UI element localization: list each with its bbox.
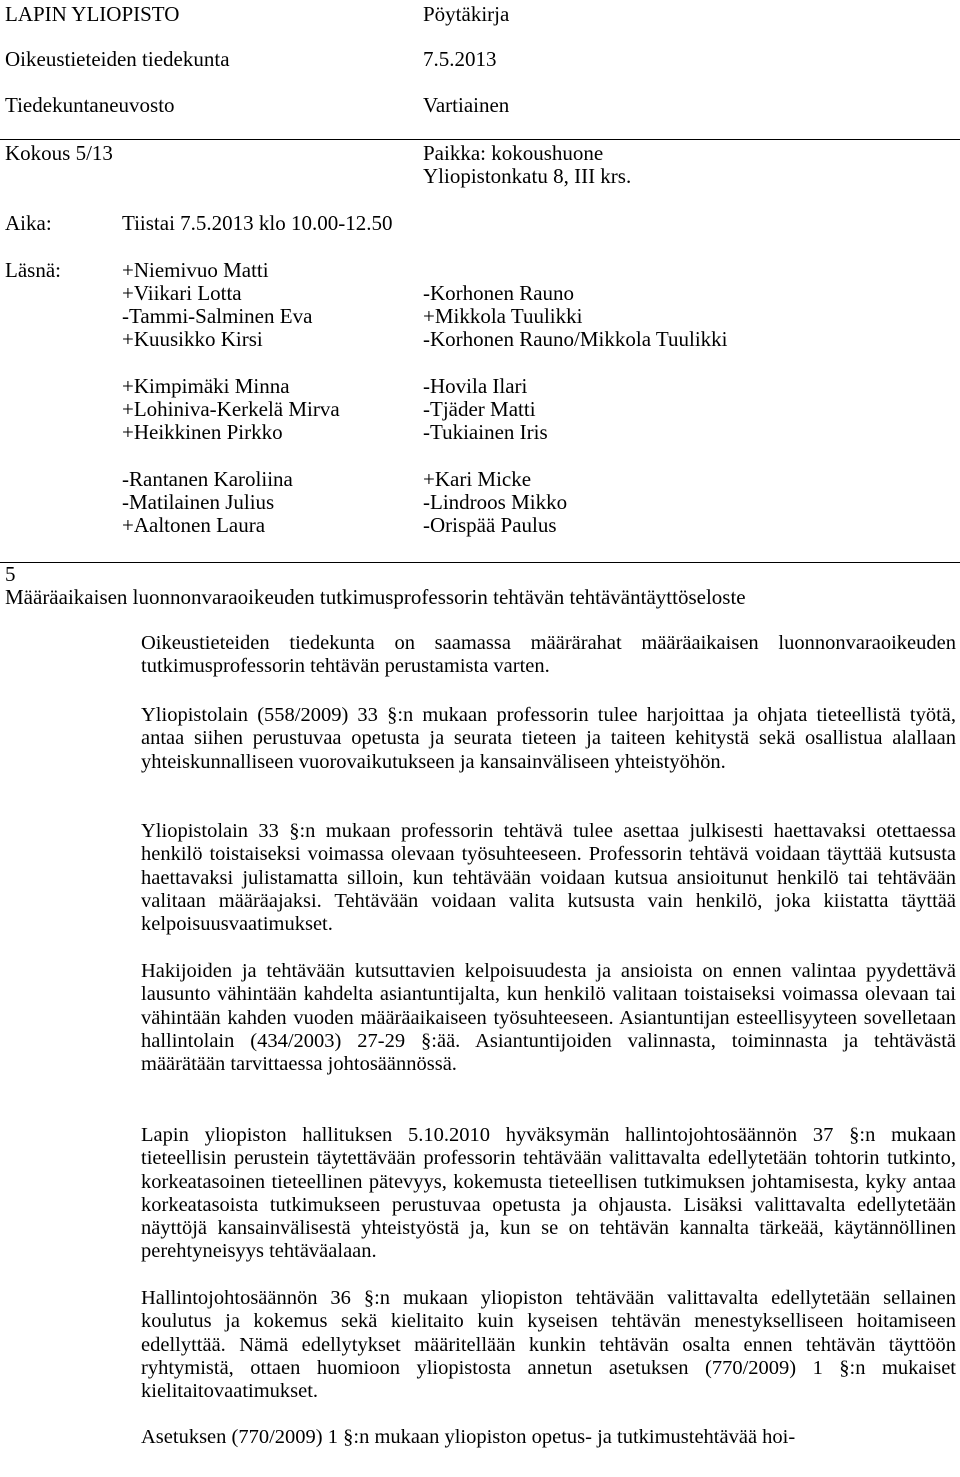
attendee-right: -Tjäder Matti [423, 397, 536, 421]
attendee-right: -Hovila Ilari [423, 374, 528, 398]
body-paragraph: Yliopistolain 33 §:n mukaan professorin tehtävä tulee asettaa julkisesti haettavaksi otettaessa henkilö toistaiseksi voimassa olevaan työsuhteeseen. Professorin tehtävä voidaan täyttää kutsusta haettavaksi julistamatta silloin, kun tehtävään voidaan kutsua ansioitunut henkilö tai tehtävään valitaan määräajaksi. Tehtävään voidaan valita kutsusta vain henkilö, joka kiistatta täyttää kelpoisuusvaatimukset. [141, 820, 956, 936]
place-line-1: Paikka: kokoushuone [423, 141, 604, 165]
section-divider [0, 562, 960, 563]
attendee-left: -Tammi-Salminen Eva [122, 304, 313, 328]
header-divider [0, 139, 960, 140]
attendee-right: -Orispää Paulus [423, 513, 557, 537]
attendee-left: +Niemivuo Matti [122, 258, 269, 282]
attendee-right: -Korhonen Rauno [423, 281, 575, 305]
university-name: LAPIN YLIOPISTO [5, 2, 180, 26]
document-type: Pöytäkirja [423, 2, 510, 26]
attendee-left: +Aaltonen Laura [122, 513, 266, 537]
body-paragraph: Yliopistolain (558/2009) 33 §:n mukaan professorin tulee harjoittaa ja ohjata tieteellistä työtä, antaa siihen perustuvaa opetusta ja seurata tieteen ja taiteen kehitystä sekä osallistua alallaan yhteiskunnalliseen vuorovaikutukseen ja kansainväliseen yhteistyöhön. [141, 704, 956, 773]
attendee-left: -Matilainen Julius [122, 490, 275, 514]
time-value: Tiistai 7.5.2013 klo 10.00-12.50 [122, 211, 393, 235]
attendee-left: +Lohiniva-Kerkelä Mirva [122, 397, 340, 421]
attendee-right: -Korhonen Rauno/Mikkola Tuulikki [423, 327, 728, 351]
attendee-right: -Lindroos Mikko [423, 490, 568, 514]
council-name: Tiedekuntaneuvosto [5, 93, 175, 117]
attendee-right: +Kari Micke [423, 467, 532, 491]
section-title: Määräaikaisen luonnonvaraoikeuden tutkimusprofessorin tehtävän tehtäväntäyttöseloste [5, 585, 746, 609]
body-paragraph: Hakijoiden ja tehtävään kutsuttavien kelpoisuudesta ja ansioista on ennen valintaa pyydettävä lausunto vähintään kahdelta asiantuntijalta, kun henkilö valitaan toistaiseksi voimassa olevaan tai vähintään kahden vuoden määräaikaiseen työsuhteeseen. Asiantuntijan esteellisyyteen sovelletaan hallintolain (434/2003) 27-29 §:ää. Asiantuntijoiden valinnasta, toiminnasta ja tehtävästä määrätään tarvittaessa johtosäännössä. [141, 960, 956, 1076]
body-paragraph: Hallintojohtosäännön 36 §:n mukaan yliopiston tehtävään valittavalta edellytetään sellainen koulutus ja kokemus sekä kielitaito kuin kyseisen tehtävän menestykselliseen hoitamiseen edellyttää. Nämä edellytykset määritellään kunkin tehtävän osalta ennen tehtävän täyttöön ryhtymistä, ottaen huomioon yliopistosta annetun asetuksen (770/2009) 1 §:n mukaiset kielitaitovaatimukset. [141, 1287, 956, 1403]
section-number: 5 [5, 562, 16, 586]
attendee-left: +Heikkinen Pirkko [122, 420, 283, 444]
place-line-2: Yliopistonkatu 8, III krs. [423, 164, 632, 188]
attendee-left: +Kimpimäki Minna [122, 374, 290, 398]
attendee-right: +Mikkola Tuulikki [423, 304, 583, 328]
body-paragraph: Oikeustieteiden tiedekunta on saamassa määrärahat määräaikaisen luonnonvaraoikeuden tutkimusprofessorin tehtävän perustamista varten. [141, 632, 956, 678]
faculty-name: Oikeustieteiden tiedekunta [5, 47, 230, 71]
meeting-number: Kokous 5/13 [5, 141, 113, 165]
attendee-left: -Rantanen Karoliina [122, 467, 293, 491]
attendee-right: -Tukiainen Iris [423, 420, 548, 444]
meeting-date: 7.5.2013 [423, 47, 497, 71]
body-paragraph: Lapin yliopiston hallituksen 5.10.2010 hyväksymän hallintojohtosäännön 37 §:n mukaan tieteellisin perustein täytettävään professorin tehtävään valittavalta edellytetään tohtorin tutkinto, korkeatasoinen tieteellinen pätevyys, kokemusta tieteellisen tutkimuksen johtamisesta, kyky antaa korkeatasoista tutkimukseen perustuvaa opetusta ja ohjausta. Lisäksi valittavalta edellytetään näyttöjä kansainvälisestä yhteistyöstä ja, kun se on tehtävän kannalta tärkeää, käytännöllinen perehtyneisyys tehtäväalaan. [141, 1124, 956, 1263]
attendee-left: +Kuusikko Kirsi [122, 327, 263, 351]
recorder-name: Vartiainen [423, 93, 510, 117]
attendee-left: +Viikari Lotta [122, 281, 242, 305]
time-label: Aika: [5, 211, 52, 235]
body-paragraph: Asetuksen (770/2009) 1 §:n mukaan yliopiston opetus- ja tutkimustehtävää hoi- [141, 1426, 796, 1448]
attendance-label: Läsnä: [5, 258, 61, 282]
